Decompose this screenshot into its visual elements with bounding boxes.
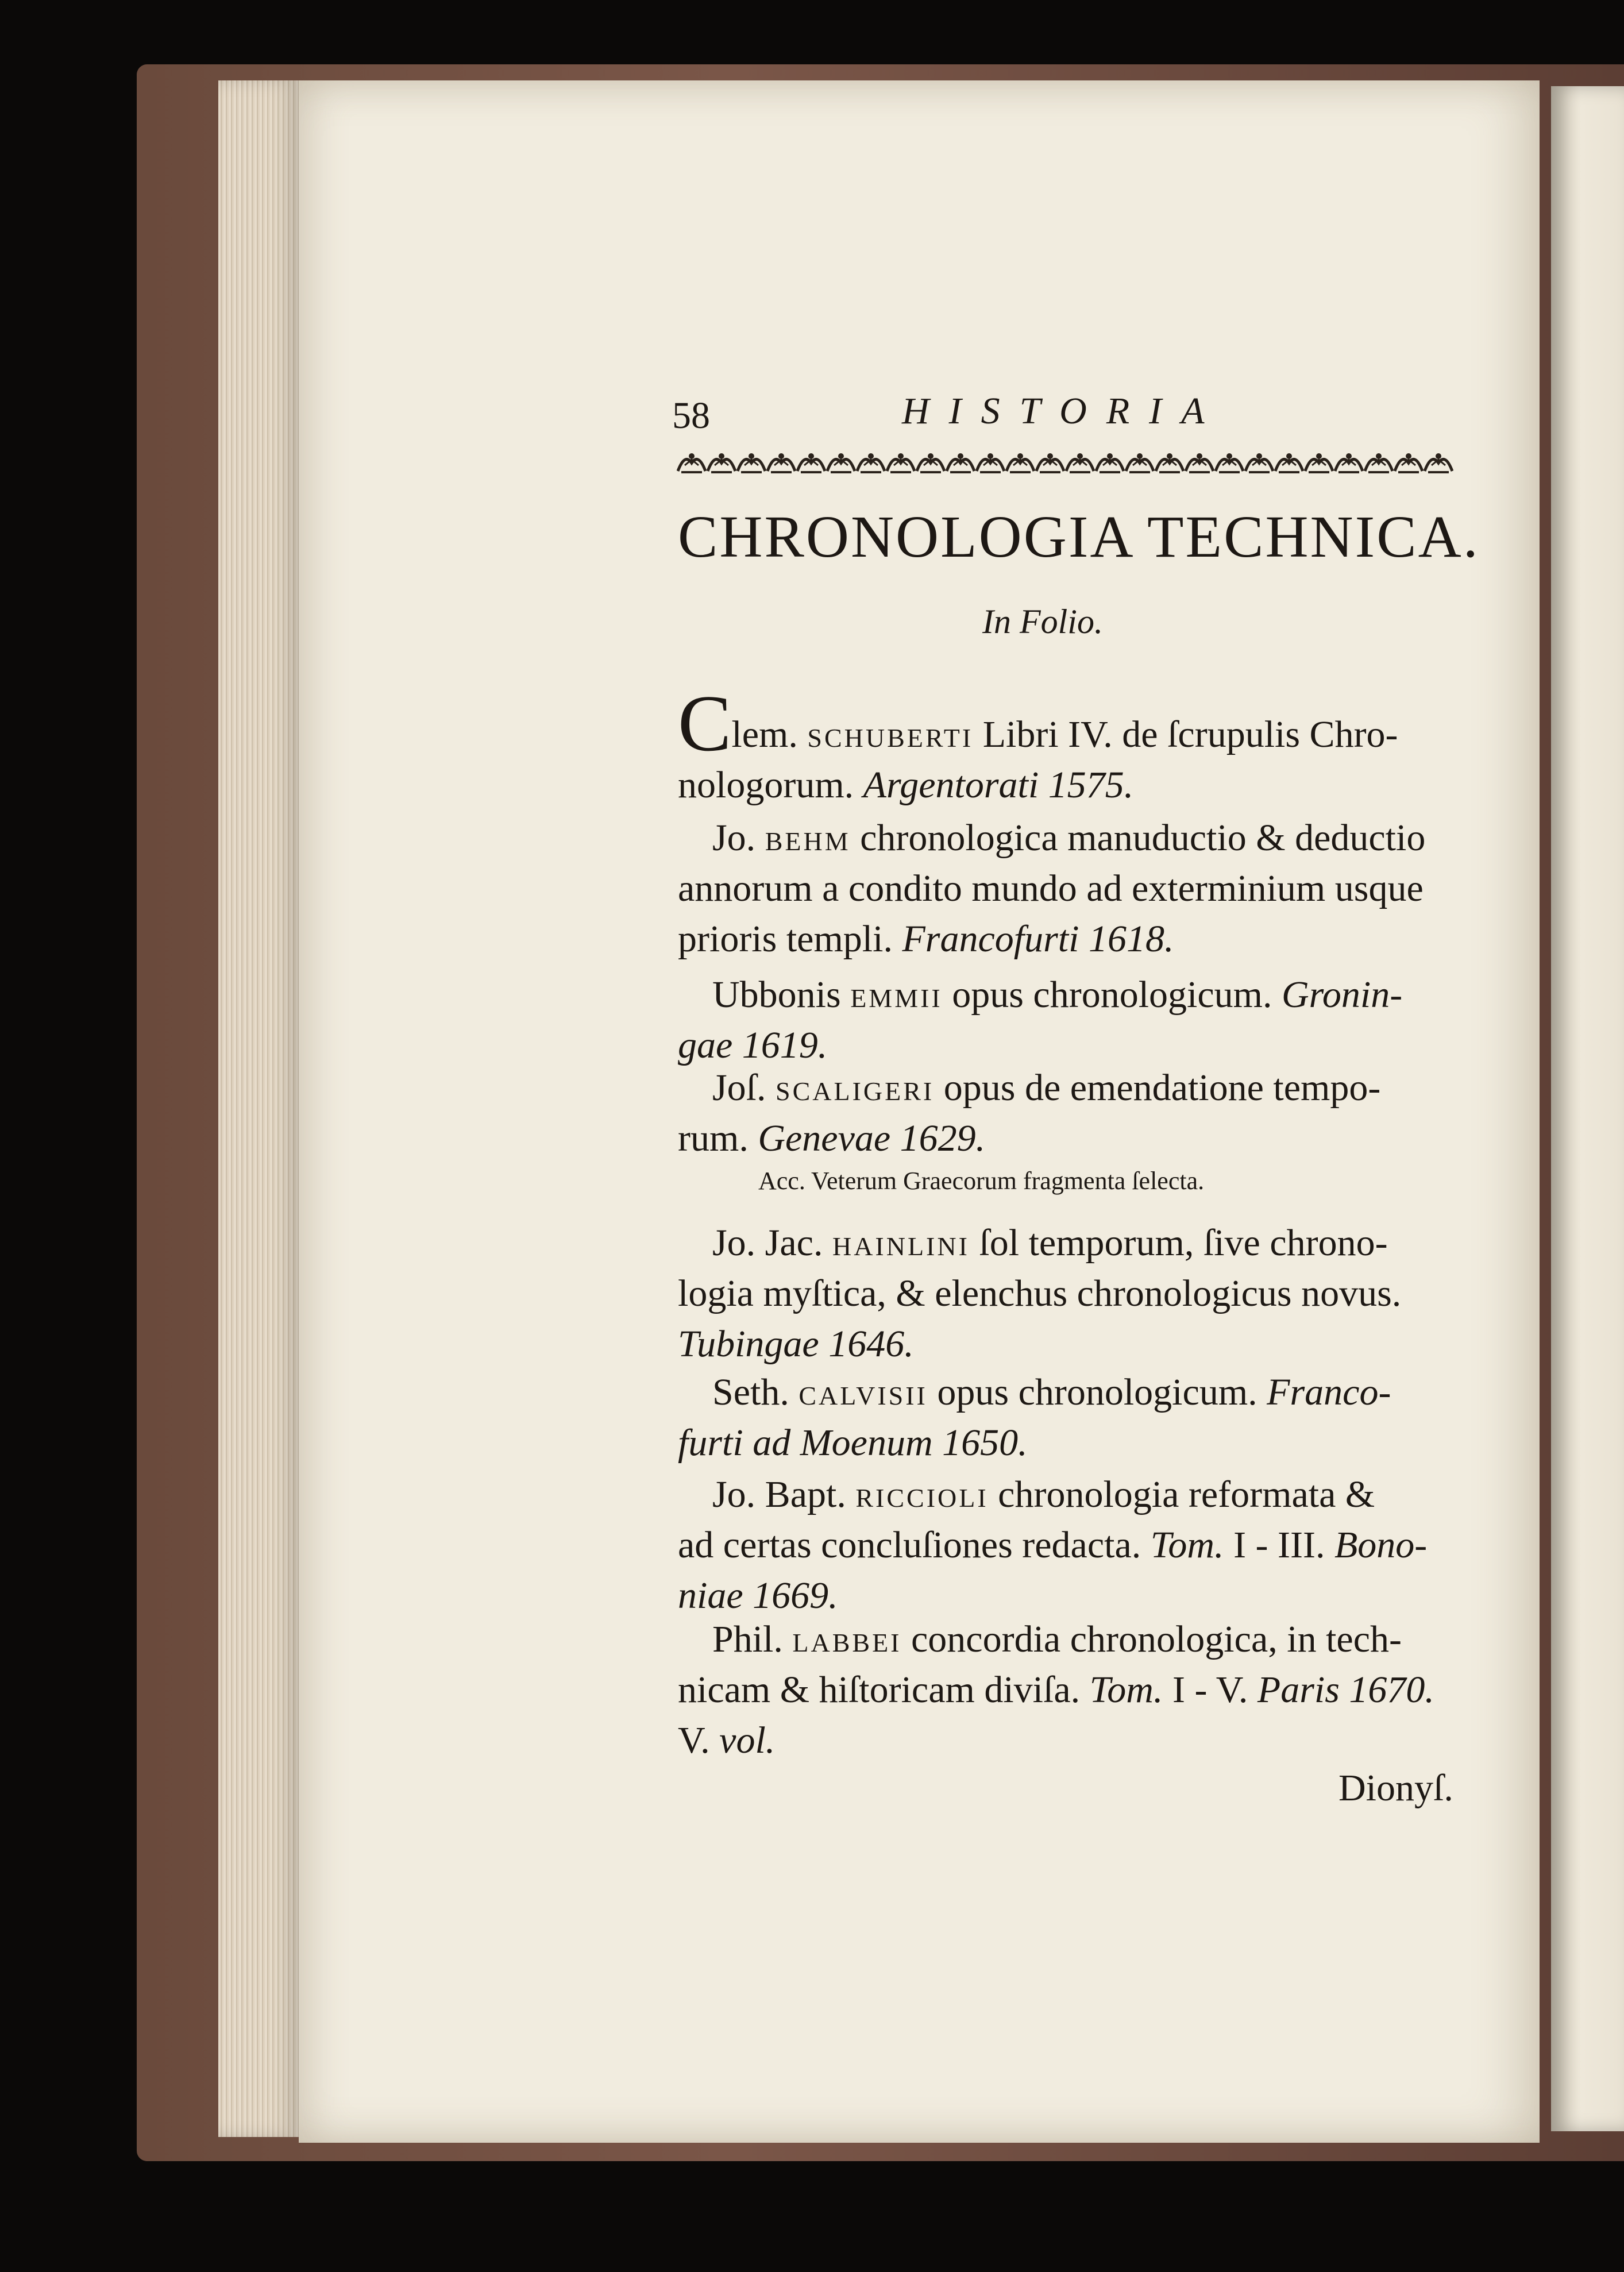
- page-number: 58: [672, 395, 710, 437]
- bibliography-entry: Jo. Jac. hainlini ſol temporum, ſive chrono- logia myſtica, & elenchus chronologicus novus. Tubingae 1646.: [678, 1222, 1402, 1365]
- running-title: HISTORIA: [902, 390, 1224, 432]
- running-head: [672, 378, 1551, 453]
- bibliography-entry: Jo. behm chronologica manuductio & deductio annorum a condito mundo ad exterminium usque prioris templi. Francofurti 1618.: [678, 817, 1426, 960]
- bibliography-entry: Jo. Bapt. riccioli chronologia reformata & ad certas concluſiones redacta. Tom. I - III. Bono- niae 1669.: [678, 1473, 1428, 1617]
- section-title: CHRONOLOGIA TECHNICA.: [678, 504, 1480, 570]
- page-edges: [218, 80, 299, 2137]
- ornament-border: [677, 448, 1453, 477]
- catchword: Dionyſ.: [1338, 1767, 1453, 1809]
- bibliography-entry: Seth. calvisii opus chronologicum. Franco- furti ad Moenum 1650.: [678, 1371, 1391, 1464]
- entry-note: Acc. Veterum Graecorum fragmenta ſelecta.: [758, 1167, 1205, 1195]
- bibliography-entry: Joſ. scaligeri opus de emendatione tempo- rum. Genevae 1629.: [678, 1067, 1381, 1159]
- bibliography-entry: Ubbonis emmii opus chronologicum. Gronin- gae 1619.: [678, 974, 1403, 1066]
- facing-page-edge: [1551, 86, 1624, 2131]
- bibliography-entry: Clem. schuberti Libri IV. de ſcrupulis Chro- nologorum. Argentorati 1575.: [678, 679, 1398, 806]
- format-label: In Folio.: [982, 603, 1103, 641]
- bibliography-entry: Phil. labbei concordia chronologica, in tech- nicam & hiſtoricam diviſa. Tom. I - V. Paris 1670. V. vol.: [678, 1618, 1434, 1761]
